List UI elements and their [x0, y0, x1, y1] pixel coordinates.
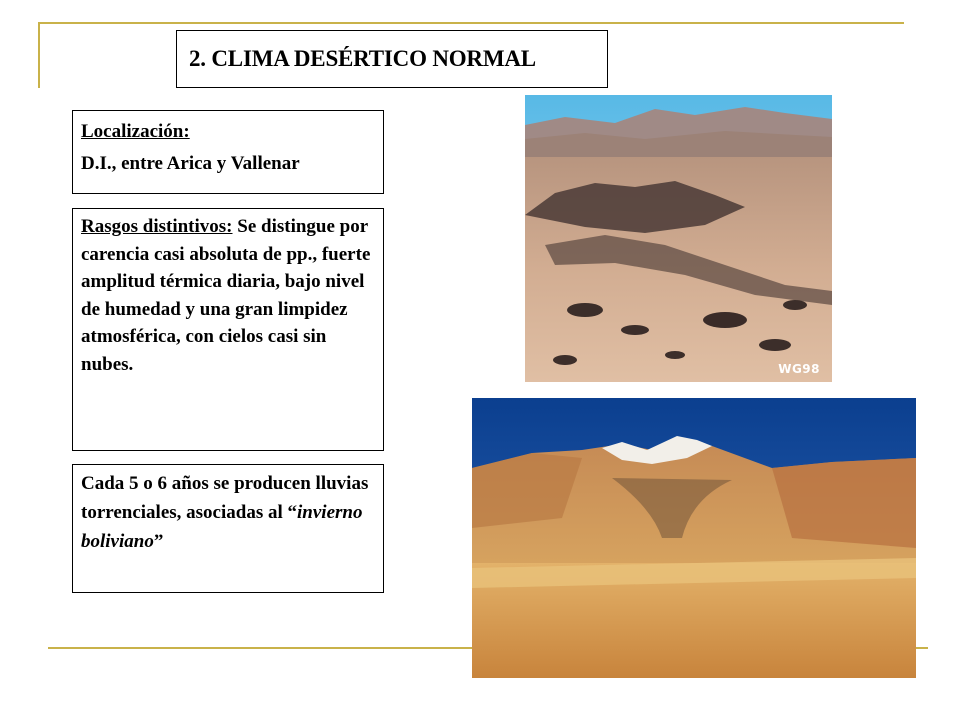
top-rule-line [40, 22, 904, 24]
localizacion-label: Localización: [81, 121, 190, 142]
desert-plain-photo [525, 95, 832, 382]
localizacion-box [72, 110, 384, 194]
colored-mountains-photo [472, 398, 916, 678]
lluvias-italic-text: invierno boliviano [81, 502, 363, 552]
slide-title [176, 30, 608, 88]
desert-plain-illustration [525, 95, 832, 382]
colored-mountains-illustration [472, 398, 916, 678]
localizacion-text: D.I., entre Arica y Vallenar [81, 153, 300, 174]
photo-watermark: WG98 [778, 362, 820, 376]
lluvias-text-end: ” [153, 531, 164, 552]
lluvias-text: Cada 5 o 6 años se producen lluvias torrenciales, asociadas al “ [81, 473, 369, 523]
slide-title-text: 2. CLIMA DESÉRTICO NORMAL [189, 46, 536, 71]
lluvias-box [72, 464, 384, 593]
left-rule-line [38, 22, 40, 88]
rasgos-box [72, 208, 384, 451]
rasgos-text: Se distingue por carencia casi absoluta de pp., fuerte amplitud térmica diaria, bajo nivel de humedad y una gran limpidez atmosférica, con cielos casi sin nubes. [81, 216, 371, 375]
rasgos-label: Rasgos distintivos: [81, 216, 233, 237]
